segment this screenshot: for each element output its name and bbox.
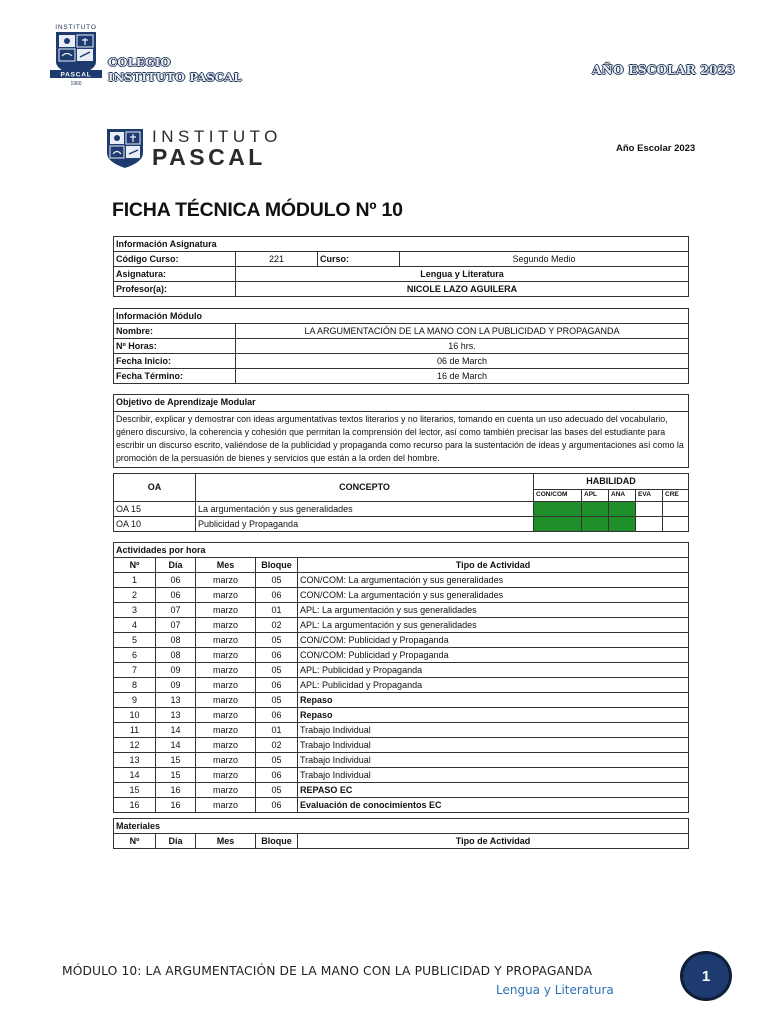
activity-block: 02 — [256, 738, 298, 753]
table-row — [114, 618, 689, 633]
hours-value: 16 hrs. — [236, 339, 689, 354]
table-row — [114, 502, 689, 517]
activity-day: 06 — [156, 588, 196, 603]
activity-number: 5 — [114, 633, 156, 648]
activity-type: CON/COM: La argumentación y sus generalidades — [298, 588, 689, 603]
table-row — [114, 517, 689, 532]
materials-table — [113, 818, 689, 849]
activity-block: 06 — [256, 768, 298, 783]
column-header: Bloque — [256, 834, 298, 849]
course-code-value: 221 — [236, 252, 318, 267]
field-label: Curso: — [318, 252, 400, 267]
activity-block: 05 — [256, 633, 298, 648]
skill-column-label: EVA — [636, 489, 663, 501]
activity-month: marzo — [196, 573, 256, 588]
skill-cell-filled — [609, 517, 636, 532]
oa-code: OA 10 — [114, 517, 196, 532]
skill-cell-filled — [534, 502, 582, 517]
activity-block: 06 — [256, 648, 298, 663]
activity-day: 07 — [156, 618, 196, 633]
activity-day: 08 — [156, 633, 196, 648]
activity-month: marzo — [196, 663, 256, 678]
svg-text:1960: 1960 — [70, 81, 82, 86]
school-name-line2: INSTITUTO PASCAL — [108, 70, 242, 84]
activities-table — [113, 542, 689, 813]
activity-number: 13 — [114, 753, 156, 768]
activity-month: marzo — [196, 693, 256, 708]
table-row — [114, 753, 689, 768]
activity-block: 05 — [256, 753, 298, 768]
field-label: Fecha Término: — [114, 369, 236, 384]
school-name — [108, 55, 242, 85]
activity-day: 14 — [156, 723, 196, 738]
skill-cell-empty — [636, 502, 663, 517]
column-header: Mes — [196, 558, 256, 573]
table-row — [114, 708, 689, 723]
activity-day: 08 — [156, 648, 196, 663]
section-title: Materiales — [114, 819, 689, 834]
activity-number: 9 — [114, 693, 156, 708]
table-row — [114, 633, 689, 648]
skill-header: HABILIDAD — [534, 474, 689, 490]
skill-cell-empty — [663, 502, 689, 517]
activity-type: CON/COM: Publicidad y Propaganda — [298, 633, 689, 648]
skill-column-label: ANA — [609, 489, 636, 501]
activity-day: 14 — [156, 738, 196, 753]
section-title: Objetivo de Aprendizaje Modular — [114, 395, 689, 412]
school-year-label: AÑO ESCOLAR 2023 — [592, 63, 735, 77]
activity-block: 05 — [256, 783, 298, 798]
activity-type: Trabajo Individual — [298, 768, 689, 783]
table-row — [114, 573, 689, 588]
activity-day: 16 — [156, 798, 196, 813]
skill-column-label: CON/COM — [534, 489, 582, 501]
skill-cell-filled — [582, 517, 609, 532]
svg-text:PASCAL: PASCAL — [60, 71, 92, 79]
activity-month: marzo — [196, 753, 256, 768]
activity-day: 06 — [156, 573, 196, 588]
activity-number: 16 — [114, 798, 156, 813]
activity-number: 12 — [114, 738, 156, 753]
table-row — [114, 678, 689, 693]
activity-month: marzo — [196, 648, 256, 663]
activity-month: marzo — [196, 618, 256, 633]
activity-month: marzo — [196, 768, 256, 783]
column-header: Nº — [114, 558, 156, 573]
activity-block: 06 — [256, 798, 298, 813]
table-row — [114, 738, 689, 753]
table-row — [114, 603, 689, 618]
activity-number: 4 — [114, 618, 156, 633]
section-title: Información Módulo — [114, 309, 689, 324]
activity-type: Trabajo Individual — [298, 753, 689, 768]
skill-cell-filled — [609, 502, 636, 517]
activity-block: 01 — [256, 723, 298, 738]
activity-month: marzo — [196, 723, 256, 738]
activity-block: 05 — [256, 663, 298, 678]
activity-block: 02 — [256, 618, 298, 633]
activity-month: marzo — [196, 633, 256, 648]
activity-day: 15 — [156, 768, 196, 783]
section-title: Información Asignatura — [114, 237, 689, 252]
table-row — [114, 693, 689, 708]
activity-month: marzo — [196, 798, 256, 813]
activity-month: marzo — [196, 678, 256, 693]
field-label: Asignatura: — [114, 267, 236, 282]
activity-month: marzo — [196, 738, 256, 753]
start-date-value: 06 de March — [236, 354, 689, 369]
document-year: Año Escolar 2023 — [616, 143, 696, 154]
skill-cell-empty — [636, 517, 663, 532]
activity-type: CON/COM: Publicidad y Propaganda — [298, 648, 689, 663]
module-name-value: LA ARGUMENTACIÓN DE LA MANO CON LA PUBLICIDAD Y PROPAGANDA — [236, 324, 689, 339]
activity-number: 10 — [114, 708, 156, 723]
activity-day: 13 — [156, 708, 196, 723]
field-label: Nº Horas: — [114, 339, 236, 354]
activity-block: 06 — [256, 708, 298, 723]
footer-module-title: MÓDULO 10: LA ARGUMENTACIÓN DE LA MANO CON LA PUBLICIDAD Y PROPAGANDA — [62, 964, 593, 978]
activity-day: 09 — [156, 663, 196, 678]
footer-subject: Lengua y Literatura — [496, 983, 614, 997]
course-value: Segundo Medio — [400, 252, 689, 267]
column-header: Día — [156, 834, 196, 849]
activity-block: 05 — [256, 573, 298, 588]
activity-number: 8 — [114, 678, 156, 693]
field-label: Profesor(a): — [114, 282, 236, 297]
column-header: Bloque — [256, 558, 298, 573]
skill-cell-filled — [582, 502, 609, 517]
activity-type: Repaso — [298, 693, 689, 708]
activity-number: 14 — [114, 768, 156, 783]
activity-type: Evaluación de conocimientos EC — [298, 798, 689, 813]
activity-number: 1 — [114, 573, 156, 588]
activity-block: 01 — [256, 603, 298, 618]
column-header: Nº — [114, 834, 156, 849]
activity-number: 3 — [114, 603, 156, 618]
column-header: Tipo de Actividad — [298, 558, 689, 573]
institute-logo — [105, 127, 145, 169]
page-number-badge: 1 — [680, 951, 732, 1001]
oa-table — [113, 473, 689, 532]
table-row — [114, 648, 689, 663]
table-row — [114, 723, 689, 738]
svg-text:INSTITUTO: INSTITUTO — [55, 24, 97, 31]
skill-column-label: APL — [582, 489, 609, 501]
table-row — [114, 798, 689, 813]
concept-header: CONCEPTO — [196, 474, 534, 502]
table-row — [114, 663, 689, 678]
activity-day: 15 — [156, 753, 196, 768]
field-label: Código Curso: — [114, 252, 236, 267]
table-row — [114, 783, 689, 798]
institute-name-line2: PASCAL — [152, 144, 266, 170]
subject-value: Lengua y Literatura — [236, 267, 689, 282]
activity-block: 06 — [256, 678, 298, 693]
concept-text: Publicidad y Propaganda — [196, 517, 534, 532]
activity-number: 2 — [114, 588, 156, 603]
field-label: Fecha Inicio: — [114, 354, 236, 369]
concept-text: La argumentación y sus generalidades — [196, 502, 534, 517]
end-date-value: 16 de March — [236, 369, 689, 384]
activity-month: marzo — [196, 588, 256, 603]
activity-type: APL: Publicidad y Propaganda — [298, 663, 689, 678]
table-row — [114, 768, 689, 783]
activity-number: 15 — [114, 783, 156, 798]
skill-column-label: CRE — [663, 489, 689, 501]
activity-block: 06 — [256, 588, 298, 603]
activity-type: REPASO EC — [298, 783, 689, 798]
document-title: FICHA TÉCNICA MÓDULO Nº 10 — [112, 199, 403, 221]
activity-day: 07 — [156, 603, 196, 618]
table-row — [114, 588, 689, 603]
skill-cell-empty — [663, 517, 689, 532]
section-title: Actividades por hora — [114, 543, 689, 558]
column-header: Tipo de Actividad — [298, 834, 689, 849]
objective-table — [113, 394, 689, 468]
school-crest-logo — [48, 22, 104, 86]
skill-cell-filled — [534, 517, 582, 532]
activity-month: marzo — [196, 783, 256, 798]
column-header: Día — [156, 558, 196, 573]
activity-type: APL: La argumentación y sus generalidades — [298, 618, 689, 633]
activity-month: marzo — [196, 603, 256, 618]
institute-name-line1: INSTITUTO — [152, 127, 282, 146]
activity-type: Trabajo Individual — [298, 723, 689, 738]
subject-info-table — [113, 236, 689, 297]
field-label: Nombre: — [114, 324, 236, 339]
activity-number: 7 — [114, 663, 156, 678]
oa-header: OA — [114, 474, 196, 502]
module-info-table — [113, 308, 689, 384]
activity-type: CON/COM: La argumentación y sus generalidades — [298, 573, 689, 588]
activity-day: 09 — [156, 678, 196, 693]
activity-day: 16 — [156, 783, 196, 798]
column-header: Mes — [196, 834, 256, 849]
objective-text: Describir, explicar y demostrar con ideas argumentativas textos literarios y no literarios, tomando en cuenta un uso adecuado del vocabulario, género discursivo, la coherencia y cohesión que permitan la comprensión del lector, así como también precisar las bases del estudiante para escribir un discurso escrito, valiéndose de la publicidad y propaganda como recurso para la sustentación de ideas y argumentaciones así como la promoción de la persuasión de bienes y servicios que están a la orden del hombre. — [114, 412, 689, 468]
activity-month: marzo — [196, 708, 256, 723]
activity-number: 6 — [114, 648, 156, 663]
activity-type: Repaso — [298, 708, 689, 723]
activity-type: APL: La argumentación y sus generalidades — [298, 603, 689, 618]
teacher-value: NICOLE LAZO AGUILERA — [236, 282, 689, 297]
activity-block: 05 — [256, 693, 298, 708]
activity-type: Trabajo Individual — [298, 738, 689, 753]
activity-number: 11 — [114, 723, 156, 738]
activity-day: 13 — [156, 693, 196, 708]
oa-code: OA 15 — [114, 502, 196, 517]
school-name-line1: COLEGIO — [108, 55, 171, 69]
activity-type: APL: Publicidad y Propaganda — [298, 678, 689, 693]
